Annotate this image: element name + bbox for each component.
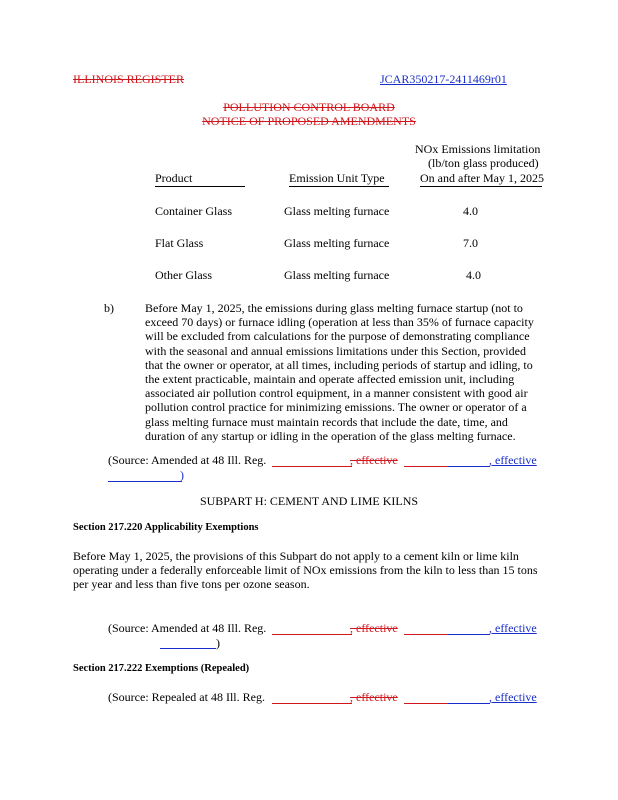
- row-unit: Glass melting furnace: [284, 236, 390, 250]
- blank-rule-blue: [448, 466, 490, 467]
- text-line: duration of any startup or idling in the operation of the glass melting furnace.: [145, 428, 516, 443]
- text-line: that the owner or operator, at all times, including periods of startup and idling, to: [145, 357, 533, 372]
- subsection-label: b): [104, 301, 114, 315]
- row-product: Container Glass: [155, 204, 232, 218]
- row-limit: 7.0: [463, 236, 478, 250]
- effective-blue: , effective: [489, 453, 537, 467]
- agency-name: POLLUTION CONTROL BOARD: [223, 100, 395, 114]
- text-line: with the seasonal and annual emissions limitations under this Section, provided: [145, 343, 526, 358]
- text-line: glass melting furnace must maintain records that include the date, time, and: [145, 414, 508, 429]
- blank-rule-red-2: [404, 703, 448, 704]
- blank-rule-blue: [448, 703, 490, 704]
- text-line: per year and less than five tons per ozone season.: [73, 577, 310, 592]
- blank-rule-red: [272, 703, 352, 704]
- text-line: operating under a federally enforceable limit of NOx emissions from the kiln to less than 15 tons: [73, 563, 538, 578]
- text-line: will be excluded from calculations for the purpose of demonstrating compliance: [145, 329, 530, 344]
- blank-rule-blue: [448, 634, 490, 635]
- limit-header-line1: NOx Emissions limitation: [415, 142, 541, 156]
- blank-rule-blue-2: [160, 648, 216, 649]
- effective-red: , effective: [350, 690, 398, 704]
- source-close: ): [180, 468, 184, 482]
- row-limit: 4.0: [466, 268, 481, 282]
- register-title: ILLINOIS REGISTER: [73, 72, 184, 86]
- effective-blue: , effective: [489, 621, 537, 635]
- section-220-text: [73, 549, 608, 592]
- row-unit: Glass melting furnace: [284, 204, 390, 218]
- unit-header-rule: [289, 186, 389, 187]
- limit-header-rule: [420, 186, 542, 187]
- effective-blue: , effective: [489, 690, 537, 704]
- row-product: Flat Glass: [155, 236, 204, 250]
- text-line: pollution control practice for minimizing emissions. The owner or operator of a: [145, 400, 527, 415]
- limit-header-line3: On and after May 1, 2025: [420, 171, 544, 185]
- source-prefix: (Source: Amended at 48 Ill. Reg.: [108, 621, 267, 635]
- blank-rule-red: [272, 634, 352, 635]
- text-line: Before May 1, 2025, the emissions during glass melting furnace startup (not to: [145, 301, 523, 315]
- subpart-heading: SUBPART H: CEMENT AND LIME KILNS: [199, 494, 419, 508]
- section-220-heading: Section 217.220 Applicability Exemptions: [73, 522, 259, 533]
- text-line: Before May 1, 2025, the provisions of this Subpart do not apply to a cement kiln or lime kiln: [73, 549, 519, 563]
- row-unit: Glass melting furnace: [284, 268, 390, 282]
- effective-red: , effective: [350, 453, 398, 467]
- effective-red: , effective: [350, 621, 398, 635]
- text-line: associated air pollution control equipment, in a manner consistent with good air: [145, 386, 528, 401]
- product-header: Product: [155, 171, 193, 185]
- row-limit: 4.0: [463, 204, 478, 218]
- unit-header: Emission Unit Type: [289, 171, 385, 185]
- text-line: the extent practicable, maintain and operate affected emission unit, including: [145, 372, 515, 387]
- source-close: ): [216, 636, 220, 650]
- blank-rule-blue-2: [108, 481, 182, 482]
- document-id: JCAR350217-2411469r01: [380, 72, 507, 86]
- blank-rule-red-2: [404, 466, 448, 467]
- blank-rule-red: [272, 466, 352, 467]
- section-222-heading: Section 217.222 Exemptions (Repealed): [73, 663, 250, 674]
- row-product: Other Glass: [155, 268, 212, 282]
- source-prefix: (Source: Repealed at 48 Ill. Reg.: [108, 690, 265, 704]
- blank-rule-red-2: [404, 634, 448, 635]
- limit-header-line2: (lb/ton glass produced): [428, 156, 539, 170]
- product-header-rule: [155, 186, 245, 187]
- notice-title: NOTICE OF PROPOSED AMENDMENTS: [202, 114, 416, 128]
- subsection-b-text: [145, 301, 605, 443]
- text-line: exceed 70 days) or furnace idling (operation at less than 35% of furnace capacity: [145, 315, 534, 330]
- source-prefix: (Source: Amended at 48 Ill. Reg.: [108, 453, 267, 467]
